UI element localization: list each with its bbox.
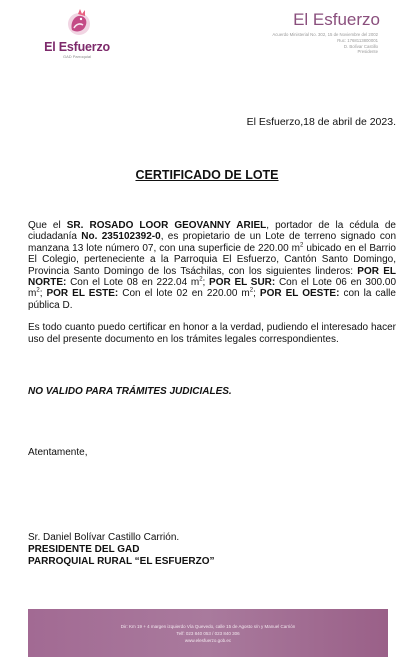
body-paragraph-2: Es todo cuanto puedo certificar en honor a la verdad, pudiendo el interesado hacer uso del presente documento en los trámites legales correspondientes.	[28, 322, 396, 345]
meta-line: Presidente	[357, 49, 378, 55]
separator: ;	[253, 288, 260, 300]
logo-subtitle: GAD Parroquial	[62, 54, 91, 59]
meta-line: Ruc: 1768113800001	[337, 37, 378, 43]
body-paragraph-1	[28, 220, 396, 311]
id-number: No. 235102392-0	[81, 231, 161, 243]
west-label: POR EL OESTE:	[259, 288, 340, 300]
south-label: POR EL SUR:	[209, 277, 276, 289]
owner-name: SR. ROSADO LOOR GEOVANNY ARIEL	[66, 220, 267, 231]
south-text: Con el Lote 06 en 300.00 m	[28, 277, 397, 300]
superscript: 2	[249, 288, 254, 295]
signer-role: PRESIDENTE DEL GAD	[28, 544, 140, 555]
east-label: POR EL ESTE:	[46, 288, 119, 300]
body-text: , es propietario de un Lote de terreno signado con manzana 13 lote número 07, con una superficie de 220.00 m	[28, 231, 397, 254]
separator: ;	[39, 288, 47, 300]
superscript: 2	[36, 288, 40, 295]
document-date: El Esfuerzo,18 de abril de 2023.	[246, 116, 396, 128]
rooster-icon	[64, 8, 94, 38]
signature-block	[28, 532, 215, 568]
parish-logo	[34, 8, 120, 64]
signer-name: Sr. Daniel Bolívar Castillo Carrión.	[28, 532, 180, 543]
meta-line: Acuerdo Ministerial No. 302, 15 de Noviembre del 2002	[272, 32, 378, 37]
footer-address: Dir: Km 19 + 4 margen izquierdo Vía Quevedo, calle 15 de Agosto s/n y Manuel Carrión	[120, 623, 296, 629]
footer-phone: Telf: 023 840 053 / 023 840 306	[176, 630, 240, 636]
meta-line: D. Bolívar Castillo	[343, 43, 378, 49]
document-title: CERTIFICADO DE LOTE	[135, 168, 279, 182]
west-text: con la calle pública D.	[28, 288, 396, 311]
brand-meta	[188, 32, 378, 55]
superscript: 2	[299, 242, 304, 249]
logo-text: El Esfuerzo	[44, 40, 110, 54]
brand-title: El Esfuerzo	[293, 10, 380, 29]
warning-note: NO VALIDO PARA TRÁMITES JUDICIALES.	[28, 386, 232, 397]
body-text: ubicado en el Barrio El Colegio, perteneciente a la Parroquia El Esfuerzo, Cantón Santo Domingo, Provincia Santo Domingo de los Tsáchilas, con los siguientes linderos:	[28, 242, 396, 277]
certificate-body	[28, 220, 396, 345]
north-text: Con el Lote 08 en 222.04 m	[66, 277, 200, 289]
north-label: POR EL NORTE:	[28, 265, 396, 289]
body-text: , portador de la cédula de ciudadanía	[28, 220, 396, 243]
separator: ;	[202, 277, 210, 289]
signer-organization: PARROQUIAL RURAL “EL ESFUERZO”	[28, 556, 215, 567]
superscript: 2	[199, 276, 203, 283]
body-text: Que el	[28, 220, 67, 231]
footer-website: www.elesfuerzo.gob.ec	[184, 637, 232, 643]
closing-text: Atentamente,	[28, 447, 88, 458]
east-text: Con el lote 02 en 220.00 m	[118, 288, 250, 300]
footer-band	[28, 609, 388, 657]
